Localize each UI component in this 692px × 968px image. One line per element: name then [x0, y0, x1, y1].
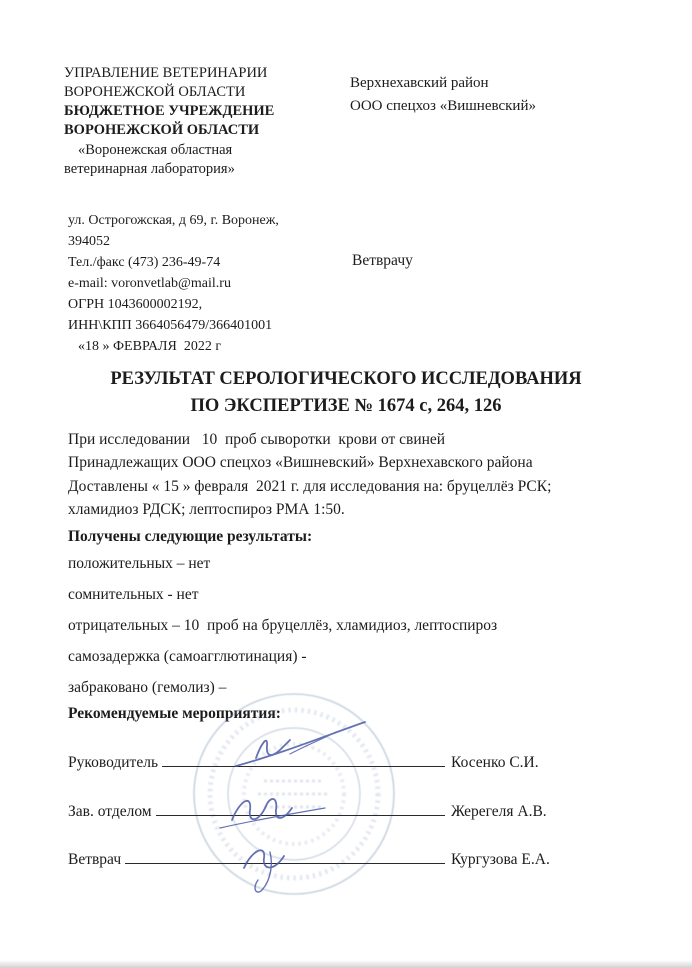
- recommendations-heading: Рекомендуемые мероприятия:: [68, 705, 281, 722]
- signature-role: Зав. отделом: [68, 802, 152, 820]
- contact-block: [68, 210, 368, 357]
- inn-kpp-line: ИНН\КПП 3664056479/366401001: [68, 318, 273, 333]
- body-paragraph-line: Принадлежащих ООО спецхоз «Вишневский» Верхнехавского района: [68, 454, 533, 472]
- org-name-line: УПРАВЛЕНИЕ ВЕТЕРИНАРИИ: [64, 65, 268, 81]
- scan-edge-shadow: [0, 960, 692, 968]
- email-line: e-mail: voronvetlab@mail.ru: [68, 276, 231, 291]
- org-name-line-bold: БЮДЖЕТНОЕ УЧРЕЖДЕНИЕ: [64, 103, 275, 120]
- signature-line: [125, 847, 445, 864]
- signature-name: Косенко С.И.: [451, 753, 539, 771]
- body-paragraph-line: хламидиоз РДСК; лептоспироз РМА 1:50.: [68, 500, 345, 518]
- document-title-line1: РЕЗУЛЬТАТ СЕРОЛОГИЧЕСКОГО ИССЛЕДОВАНИЯ: [110, 369, 582, 389]
- signature-row-director: [68, 750, 573, 772]
- signature-line: [156, 799, 445, 816]
- recipient-block: [350, 72, 650, 117]
- signature-line: [162, 750, 445, 767]
- result-line-rejected: забраковано (гемолиз) –: [68, 679, 227, 696]
- body-paragraph-line: При исследовании 10 проб сыворотки крови от свиней: [68, 431, 446, 448]
- document-title: [0, 366, 692, 420]
- body-paragraph-line: Доставлены « 15 » февраля 2021 г. для исследования на: бруцеллёз РСК;: [68, 477, 552, 495]
- signature-name: Кургузова Е.А.: [451, 850, 550, 868]
- result-line-doubtful: сомнительных - нет: [68, 586, 199, 603]
- addressee-label: Ветврачу: [352, 252, 413, 269]
- result-line-autoagglutination: самозадержка (самоагглютинация) -: [68, 648, 307, 665]
- org-header-block: [64, 64, 364, 179]
- phone-line: Тел./факс (473) 236-49-74: [68, 255, 221, 270]
- org-lab-name-line: «Воронежская областная: [78, 141, 233, 158]
- result-line-positive: положительных – нет: [68, 555, 211, 572]
- ogrn-line: ОГРН 1043600002192,: [68, 297, 203, 312]
- signature-row-head-of-department: [68, 799, 573, 821]
- document-title-line2: ПО ЭКСПЕРТИЗЕ № 1674 с, 264, 126: [190, 395, 502, 416]
- signature-row-veterinarian: [68, 847, 573, 869]
- document-date: «18 » ФЕВРАЛЯ 2022 г: [78, 339, 222, 354]
- org-lab-name-line: ветеринарная лаборатория»: [64, 160, 235, 177]
- body-paragraph: [68, 428, 638, 521]
- signature-role: Руководитель: [68, 753, 159, 771]
- signature-role: Ветврач: [68, 850, 122, 868]
- postal-code: 394052: [68, 234, 110, 249]
- recipient-district: Верхнехавский район: [350, 75, 489, 91]
- org-name-line: ВОРОНЕЖСКОЙ ОБЛАСТИ: [64, 84, 246, 101]
- org-name-line-bold: ВОРОНЕЖСКОЙ ОБЛАСТИ: [64, 122, 260, 139]
- signature-name: Жерегеля А.В.: [451, 802, 547, 820]
- address-line: ул. Острогожская, д 69, г. Воронеж,: [68, 213, 279, 228]
- recipient-farm: ООО спецхоз «Вишневский»: [350, 97, 536, 114]
- result-line-negative: отрицательных – 10 проб на бруцеллёз, хламидиоз, лептоспироз: [68, 617, 498, 634]
- results-heading: Получены следующие результаты:: [68, 528, 313, 545]
